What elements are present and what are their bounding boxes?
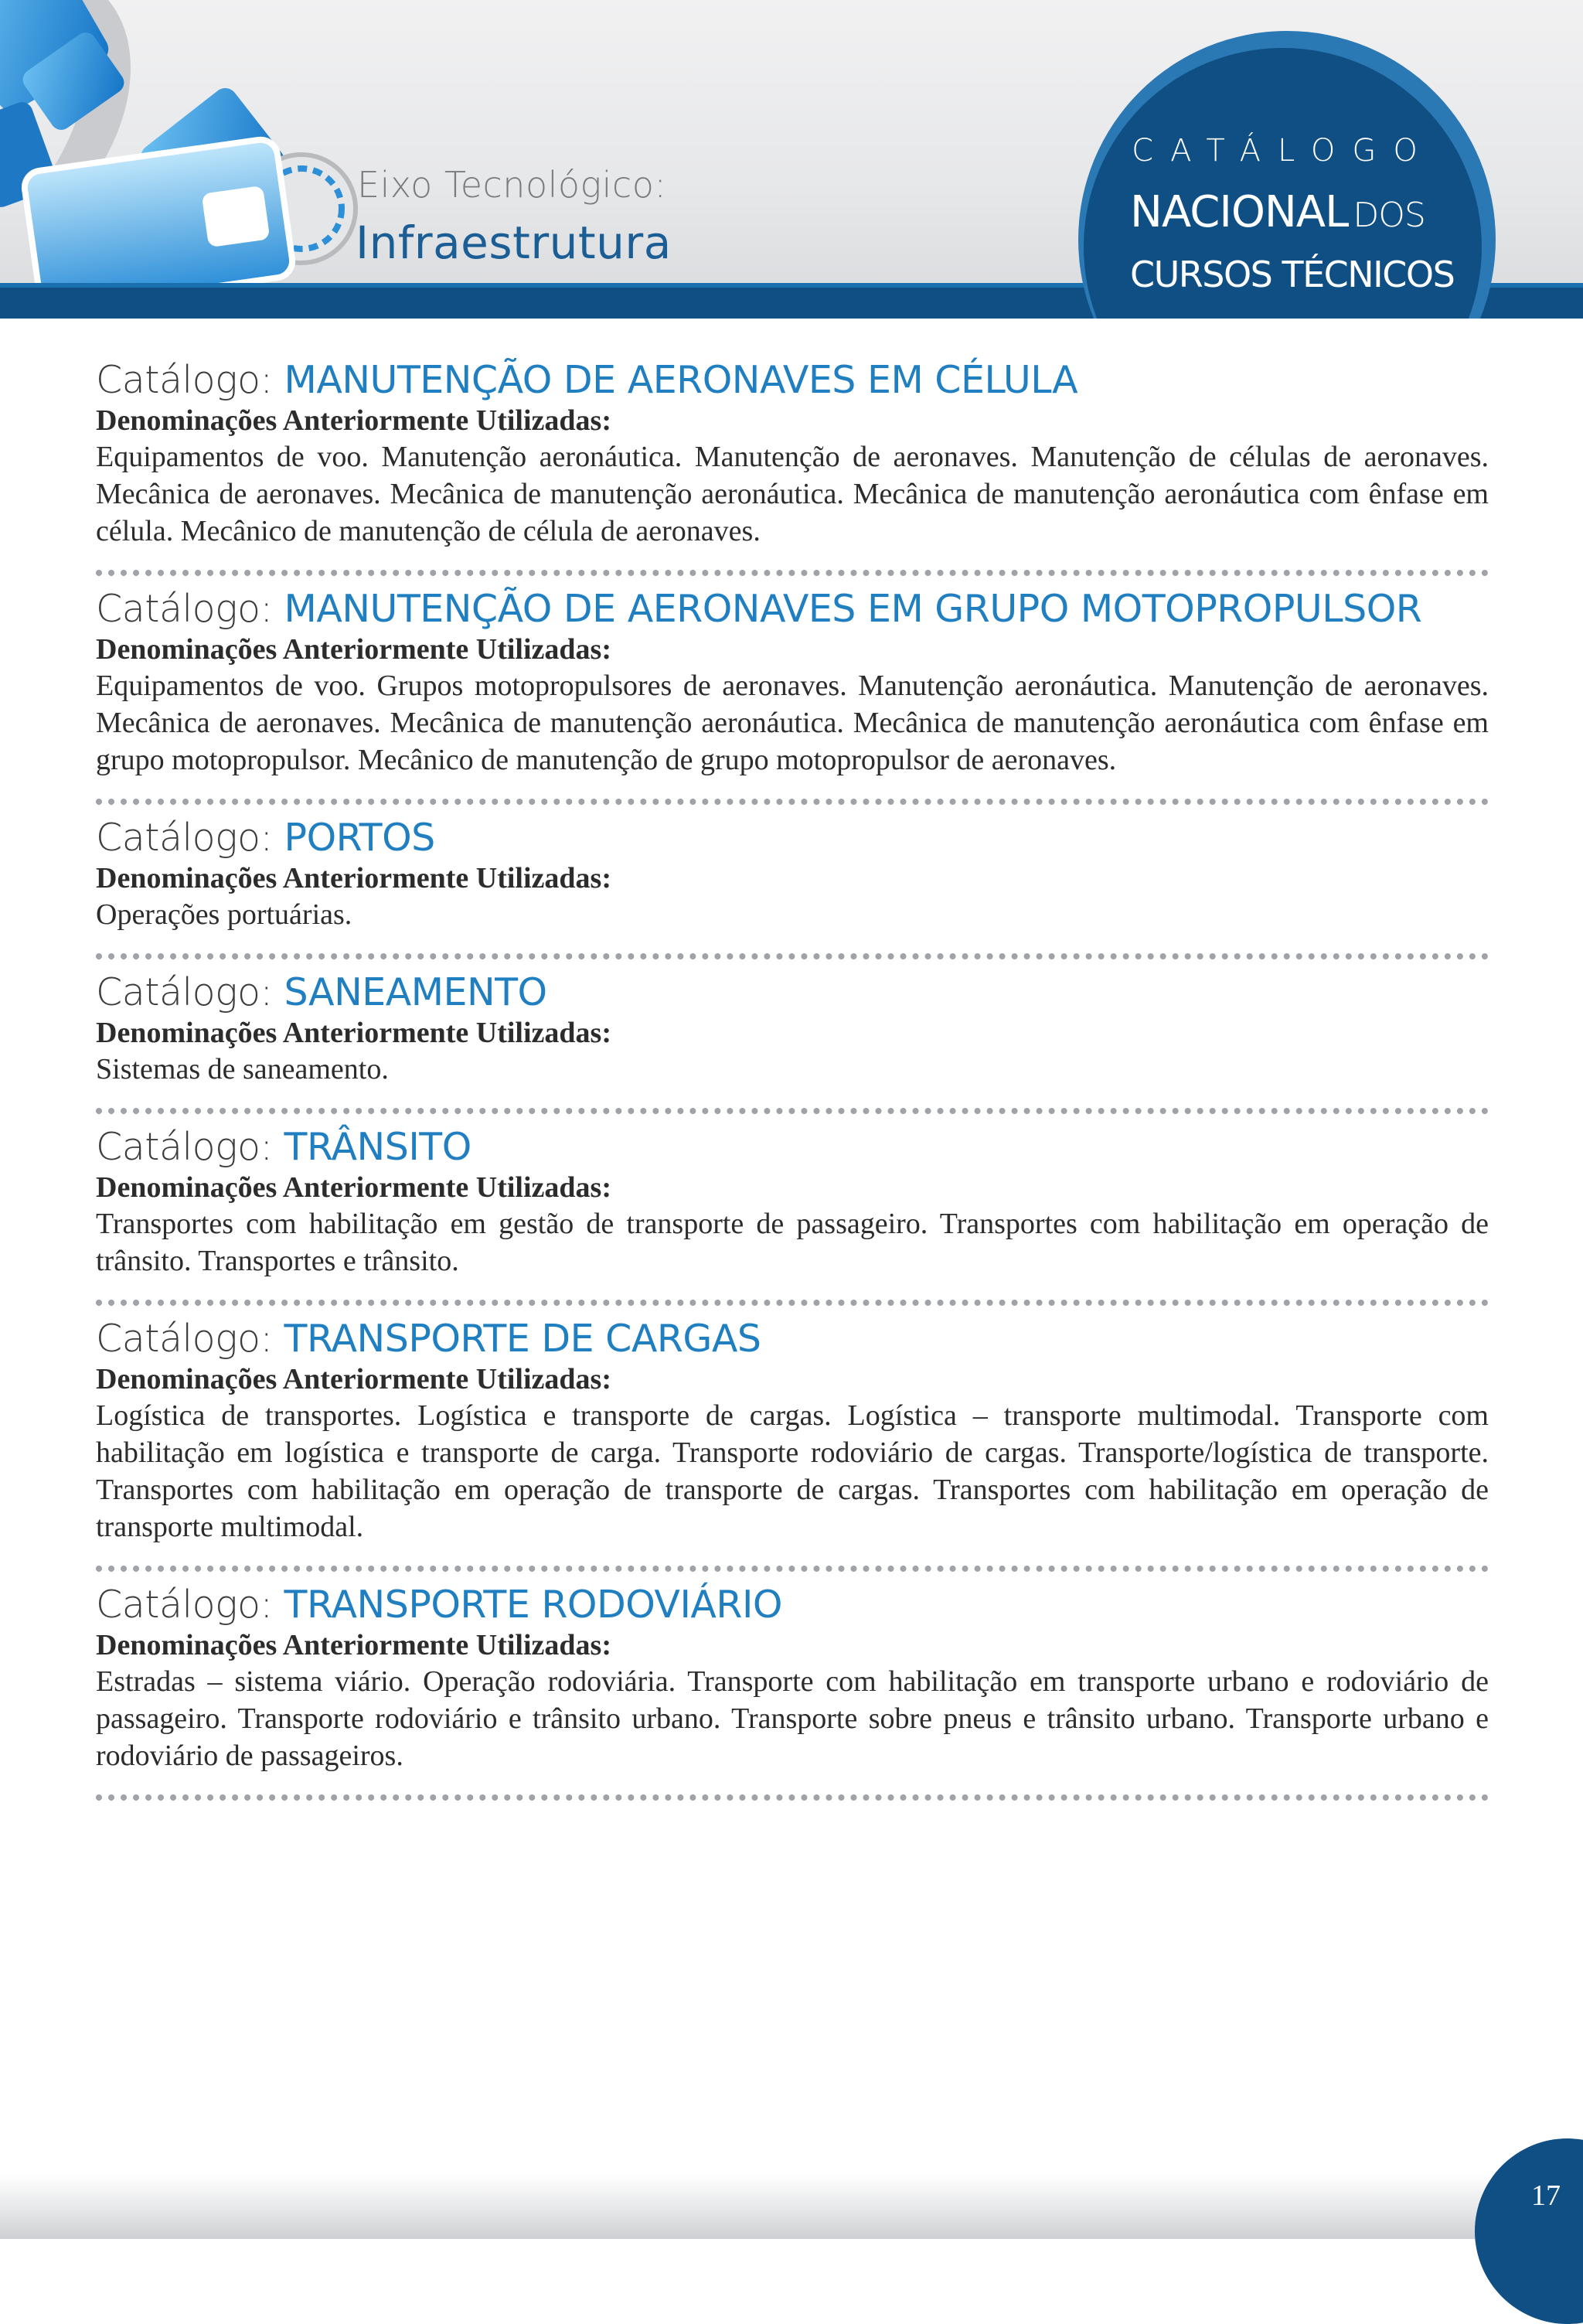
badge-nacional-main: NACIONAL bbox=[1130, 187, 1349, 237]
badge-catalogo-text: CATÁLOGO bbox=[1132, 133, 1435, 169]
page-footer bbox=[0, 2174, 1583, 2239]
page-number-badge bbox=[1475, 2138, 1583, 2324]
entry-title bbox=[96, 358, 1489, 403]
entry-title-label: Catálogo: bbox=[96, 358, 273, 402]
catalog-entry bbox=[96, 816, 1489, 933]
entry-title bbox=[96, 816, 1489, 860]
entry-title-label: Catálogo: bbox=[96, 1317, 273, 1361]
entry-denominacoes-label: Denominações Anteriormente Utilizadas: bbox=[96, 1017, 611, 1049]
entry-denominacoes-label: Denominações Anteriormente Utilizadas: bbox=[96, 1629, 611, 1661]
badge-dos-text: DOS bbox=[1353, 196, 1425, 235]
badge-nacional-text bbox=[1130, 187, 1425, 237]
dotted-separator bbox=[96, 1794, 1489, 1801]
eixo-label: Eixo Tecnológico: bbox=[357, 164, 667, 206]
entry-denominacoes-label: Denominações Anteriormente Utilizadas: bbox=[96, 633, 611, 666]
entry-title bbox=[96, 970, 1489, 1015]
entry-title-name: SANEAMENTO bbox=[284, 970, 547, 1014]
entry-title-name: PORTOS bbox=[284, 816, 435, 860]
entry-denominacoes-label: Denominações Anteriormente Utilizadas: bbox=[96, 862, 611, 895]
entry-title-name: MANUTENÇÃO DE AERONAVES EM GRUPO MOTOPROPULSOR bbox=[284, 587, 1422, 631]
catalog-entry bbox=[96, 358, 1489, 550]
entry-title-name: TRÂNSITO bbox=[284, 1125, 471, 1169]
dotted-separator bbox=[96, 570, 1489, 576]
entry-title-label: Catálogo: bbox=[96, 587, 273, 631]
entry-denominacoes-text: Operações portuárias. bbox=[96, 898, 352, 931]
entry-denominacoes-text: Equipamentos de voo. Manutenção aeronáutica. Manutenção de aeronaves. Manutenção de células de aeronaves. Mecânica de aeronaves. Mecânica de manutenção aeronáutica. Mecânica de manutenção aeronáutica com ênfase em célula. Mecânico de manutenção de célula de aeronaves. bbox=[96, 441, 1489, 547]
dotted-separator bbox=[96, 953, 1489, 959]
catalog-entry bbox=[96, 587, 1489, 779]
dotted-separator bbox=[96, 1566, 1489, 1572]
entry-denominacoes-text: Estradas – sistema viário. Operação rodoviária. Transporte com habilitação em transporte urbano e rodoviário de passageiro. Transporte rodoviário e trânsito urbano. Transporte sobre pneus e trânsito urbano. Transporte urbano e rodoviário de passageiros. bbox=[96, 1665, 1489, 1772]
entry-denominacoes-text: Equipamentos de voo. Grupos motopropulsores de aeronaves. Manutenção aeronáutica. Manutenção de aeronaves. Mecânica de aeronaves. Mecânica de manutenção aeronáutica. Mecânica de manutenção aeronáutica com ênfase em grupo motopropulsor. Mecânico de manutenção de grupo motopropulsor de aeronaves. bbox=[96, 670, 1489, 776]
entry-denominacoes-text: Logística de transportes. Logística e transporte de cargas. Logística – transporte multimodal. Transporte com habilitação em logística e transporte de carga. Transporte rodoviário de cargas. Transporte/logística de transporte. Transportes com habilitação em operação de transporte de cargas. Transportes com habilitação em operação de transporte multimodal. bbox=[96, 1399, 1489, 1543]
entry-denominacoes-label: Denominações Anteriormente Utilizadas: bbox=[96, 1171, 611, 1204]
entry-denominacoes-text: Sistemas de saneamento. bbox=[96, 1053, 389, 1085]
catalog-entry bbox=[96, 1583, 1489, 1774]
entry-title-label: Catálogo: bbox=[96, 970, 273, 1014]
entry-title bbox=[96, 1125, 1489, 1170]
header-decorative-art bbox=[0, 0, 363, 286]
entry-title bbox=[96, 587, 1489, 632]
entry-title-label: Catálogo: bbox=[96, 816, 273, 860]
catalog-entry bbox=[96, 1125, 1489, 1280]
catalog-entries bbox=[96, 358, 1489, 1811]
page-number: 17 bbox=[1531, 2179, 1561, 2212]
entry-denominacoes-label: Denominações Anteriormente Utilizadas: bbox=[96, 1363, 611, 1395]
catalog-entry bbox=[96, 1317, 1489, 1545]
entry-denominacoes-label: Denominações Anteriormente Utilizadas: bbox=[96, 404, 611, 437]
dotted-separator bbox=[96, 1300, 1489, 1306]
entry-title bbox=[96, 1317, 1489, 1361]
entry-denominacoes-text: Transportes com habilitação em gestão de transporte de passageiro. Transportes com habilitação em operação de trânsito. Transportes e trânsito. bbox=[96, 1208, 1489, 1277]
dotted-separator bbox=[96, 1108, 1489, 1114]
entry-title-name: TRANSPORTE DE CARGAS bbox=[284, 1317, 761, 1361]
dotted-separator bbox=[96, 799, 1489, 805]
entry-title-label: Catálogo: bbox=[96, 1583, 273, 1627]
eixo-name: Infraestrutura bbox=[356, 216, 672, 269]
entry-title-name: TRANSPORTE RODOVIÁRIO bbox=[284, 1583, 782, 1627]
page-header bbox=[0, 0, 1583, 319]
entry-title-label: Catálogo: bbox=[96, 1125, 273, 1169]
badge-cursos-text: CURSOS TÉCNICOS bbox=[1130, 254, 1455, 295]
entry-title-name: MANUTENÇÃO DE AERONAVES EM CÉLULA bbox=[284, 358, 1078, 402]
catalog-entry bbox=[96, 970, 1489, 1088]
entry-title bbox=[96, 1583, 1489, 1627]
